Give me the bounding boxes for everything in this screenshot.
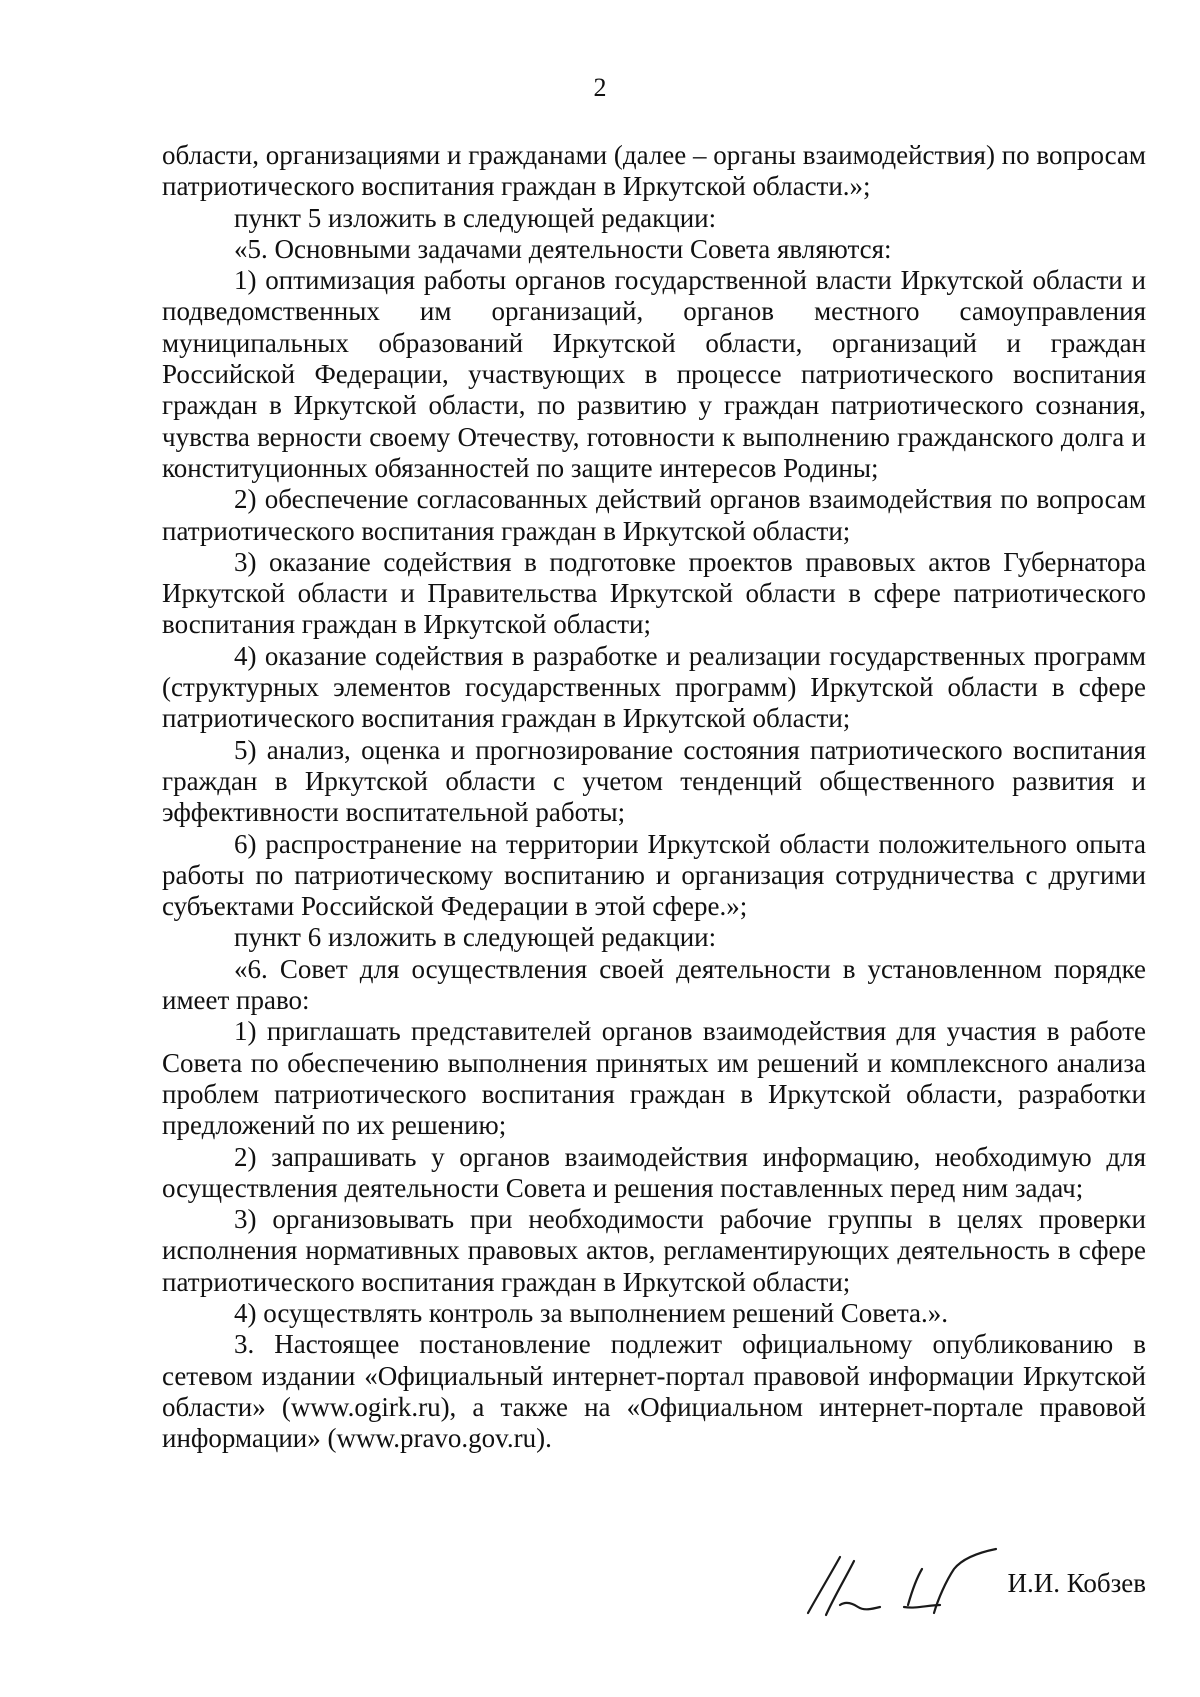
paragraph-item-5-heading: «5. Основными задачами деятельности Совета являются: xyxy=(234,233,892,264)
paragraph-task-2: 2) обеспечение согласованных действий органов взаимодействия по вопросам патриотического воспитания граждан в Иркутской области; xyxy=(162,484,1146,546)
paragraph-task-5: 5) анализ, оценка и прогнозирование состояния патриотического воспитания граждан в Иркутской области с учетом тенденций общественного развития и эффективности воспитательной работы; xyxy=(162,734,1146,828)
paragraph-task-3: 3) оказание содействия в подготовке проектов правовых актов Губернатора Иркутской области и Правительства Иркутской области в сфере патриотического воспитания граждан в Иркутской области; xyxy=(162,546,1146,640)
paragraph-right-3: 3) организовывать при необходимости рабочие группы в целях проверки исполнения нормативных правовых актов, регламентирующих деятельность в сфере патриотического воспитания граждан в Иркутской области; xyxy=(162,1204,1146,1297)
paragraph-right-1: 1) приглашать представителей органов взаимодействия для участия в работе Совета по обеспечению выполнения принятых им решений и комплексного анализа проблем патриотического воспитания граждан в Иркутской области, разработки предложений по их решению; xyxy=(162,1016,1146,1141)
handwritten-signature xyxy=(800,1535,1000,1625)
document-body xyxy=(162,140,1146,1454)
paragraph-task-4: 4) оказание содействия в разработке и реализации государственных программ (структурных элементов государственных программ) Иркутской области в сфере патриотического воспитания граждан в Иркутской области; xyxy=(162,640,1146,734)
signature-block xyxy=(800,1535,1146,1625)
signer-name: И.И. Кобзев xyxy=(1007,1568,1146,1598)
paragraph-right-4: 4) осуществлять контроль за выполнением решений Совета.». xyxy=(234,1297,948,1328)
paragraph-clause-3: 3. Настоящее постановление подлежит официальному опубликованию в сетевом издании «Официальный интернет-портал правовой информации Иркутской области» (www.ogirk.ru), а также на «Официальном интернет-портале правовой информации» (www.pravo.gov.ru). xyxy=(162,1329,1146,1454)
paragraph-item-6-heading: «6. Совет для осуществления своей деятельности в установленном порядке имеет право: xyxy=(162,953,1146,1016)
paragraph-item-6-intro: пункт 6 изложить в следующей редакции: xyxy=(234,922,717,953)
paragraph-right-2: 2) запрашивать у органов взаимодействия информацию, необходимую для осуществления деятельности Совета и решения поставленных перед ним задач; xyxy=(162,1141,1146,1203)
paragraph-task-6: 6) распространение на территории Иркутской области положительного опыта работы по патриотическому воспитанию и организация сотрудничества с другими субъектами Российской Федерации в этой сфере.»; xyxy=(162,828,1146,922)
paragraph-task-1: 1) оптимизация работы органов государственной власти Иркутской области и подведомственных им организаций, органов местного самоуправления муниципальных образований Иркутской области, организаций и граждан Российской Федерации, участвующих в процессе патриотического воспитания граждан в Иркутской области, по развитию у граждан патриотического сознания, чувства верности своему Отечеству, готовности к выполнению гражданского долга и конституционных обязанностей по защите интересов Родины; xyxy=(162,265,1146,483)
page-number: 2 xyxy=(593,73,607,102)
paragraph-item-5-intro: пункт 5 изложить в следующей редакции: xyxy=(234,202,717,233)
paragraph-continuation: области, организациями и гражданами (далее – органы взаимодействия) по вопросам патриотического воспитания граждан в Иркутской области.»; xyxy=(162,140,1146,202)
